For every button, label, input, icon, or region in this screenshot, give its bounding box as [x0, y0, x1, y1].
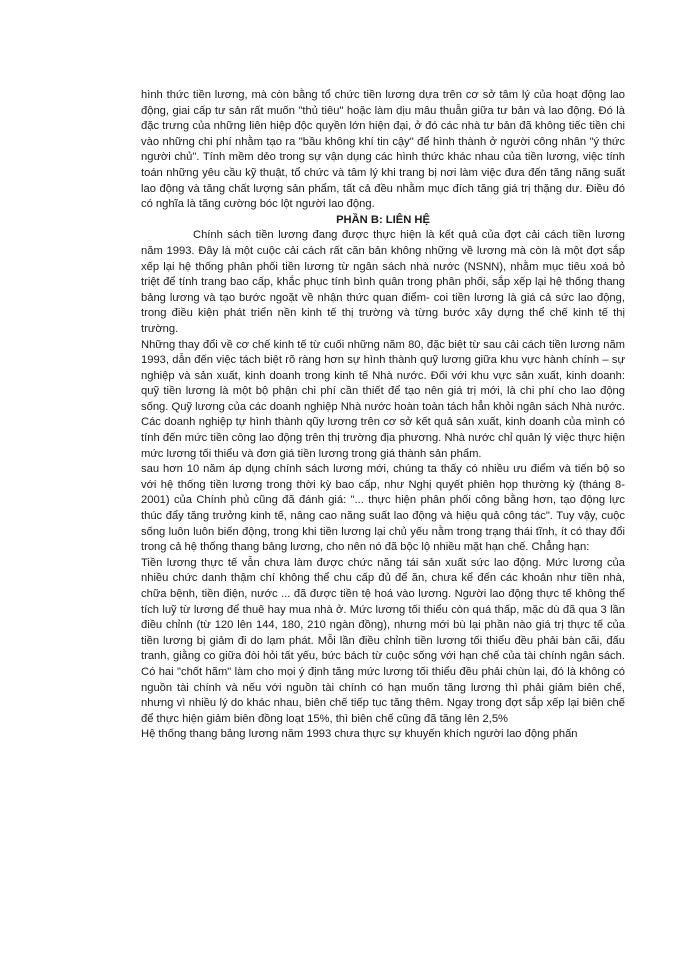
paragraph: Tiền lương thực tế vẫn chưa làm được chức năng tái sản xuất sức lao động. Mức lương của nhiều chức danh thậm chí không thể chu cấp đủ để ăn, chưa kể đến các khoản như tiền nhà, chữa bệnh, tiền điện, nước ... đã được tiền tệ hoá vào lương. Người lao động thực tế không thể tích luỹ từ lương để thuê hay mua nhà ở. Mức lương tối thiểu còn quá thấp, mặc dù đã qua 3 lần điều chỉnh (từ 120 lên 144, 180, 210 ngàn đồng), nhưng mới bù lại phần nào giá trị thực tế của tiền lương bị giảm đi do lạm phát. Mỗi lần điều chỉnh tiền lương tối thiểu đều phải bàn cãi, đấu tranh, giằng co giữa đòi hỏi tất yếu, bức bách từ cuộc sống với hạn chế của tài chính ngân sách. Có hai "chốt hãm" làm cho mọi ý định tăng mức lương tối thiểu đều phải chùn lại, đó là không có nguồn tài chính và nếu với nguồn tài chính có hạn muốn tăng lương thì phải giảm biên chế, nhưng vì nhiều lý do khác nhau, biên chế tiếp tục tăng thêm. Ngay trong đợt sắp xếp lại biên chế để thực hiện giảm biên đồng loạt 15%, thì biên chế cũng đã tăng lên 2,5% [141, 556, 625, 725]
paragraph: Chính sách tiền lương đang được thực hiện là kết quả của đợt cải cách tiền lương năm 1993. Đây là một cuộc cải cách rất căn bản không những về lương mà còn là một đợt sắp xếp lại hệ thống phân phối tiền lương từ ngân sách nhà nước (NSNN), nhằm mục tiêu xoá bỏ triệt để tính trang bao cấp, khắc phục tính bình quân trong phân phối, sắp xếp lại hệ thống thang bảng lương và tạo bước ngoặt về nhận thức quan điểm- coi tiền lương là giá cả sức lao động, trong điều kiện phát triển nền kinh tế thị trường và từng bước xây dựng thể chế kinh tế thị trường. [141, 229, 625, 335]
paragraph: Hệ thống thang bảng lương năm 1993 chưa thực sự khuyến khích người lao động phấn [141, 728, 578, 741]
paragraph: Những thay đổi về cơ chế kinh tế từ cuối những năm 80, đặc biệt từ sau cải cách tiền lương năm 1993, dẫn đến việc tách biệt rõ ràng hơn sự hình thành quỹ lương giữa khu vực hành chính – sự nghiệp và sản xuất, kinh doanh trong kinh tế Nhà nước. Đối với khu vực sản xuất, kinh doanh: quỹ tiền lương là một bộ phận chi phí cần thiết để tạo nên giá trị mới, là chi phí cho lao động sống. Quỹ lương của các doanh nghiệp Nhà nước hoàn toàn tách hẳn khỏi ngân sách Nhà nước. Các doanh nghiệp tự hình thành qũy lương trên cơ sở kết quả sản xuất, kinh doanh của mình có tính đến mức tiền công lao động trên thị trường địa phương. Nhà nước chỉ quản lý việc thực hiện mức lương tối thiểu và đơn giá tiền lương trong giá thành sản phẩm. [141, 338, 625, 460]
section-heading: PHẦN B: LIÊN HỆ [336, 213, 430, 226]
paragraph-intro: hình thức tiền lương, mà còn bằng tổ chức tiền lương dựa trên cơ sở tâm lý của hoạt động lao động, giai cấp tư sản rất muốn "thủ tiêu" hoặc làm dịu mâu thuẫn giữa tư bản và lao động. Đó là đặc trưng của những liên hiệp độc quyền lớn hiện đại, ở đó các nhà tư bản đã không tiếc tiền chi vào những chi phí nhằm tạo ra "bầu không khí tin cậy" để hình thành ở người công nhân "ý thức người chủ". Tính mềm dẻo trong sự vận dụng các hình thức khác nhau của tiền lương, việc tính toán những yêu cầu kỹ thuật, tổ chức và tâm lý khi trang bị nơi làm việc đưa đến tăng năng suất lao động và tăng chất lượng sản phẩm, tất cả đều nhằm mục đích tăng giá trị thặng dư. Điều đó có nghĩa là tăng cường bóc lột người lao động. [141, 89, 625, 211]
document-body [141, 88, 625, 743]
paragraph: sau hơn 10 năm áp dụng chính sách lương mới, chúng ta thấy có nhiều ưu điểm và tiến bộ so với hệ thống tiền lương trong thời kỳ bao cấp, như Nghị quyết phiên họp thường kỳ (tháng 8-2001) của Chính phủ cũng đã đánh giá: "... thực hiện phân phối công bằng hơn, tạo động lực thúc đẩy tăng trưởng kinh tế, nâng cao năng suất lao động và hiệu quả công tác". Tuy vậy, cuộc sống luôn luôn biến động, trong khi tiền lương lại chủ yếu nằm trong trạng thái tĩnh, ít có thay đổi trong cả hệ thống thang bảng lương, cho nên nó đã bộc lộ nhiều mặt hạn chế. Chẳng hạn: [141, 463, 625, 554]
